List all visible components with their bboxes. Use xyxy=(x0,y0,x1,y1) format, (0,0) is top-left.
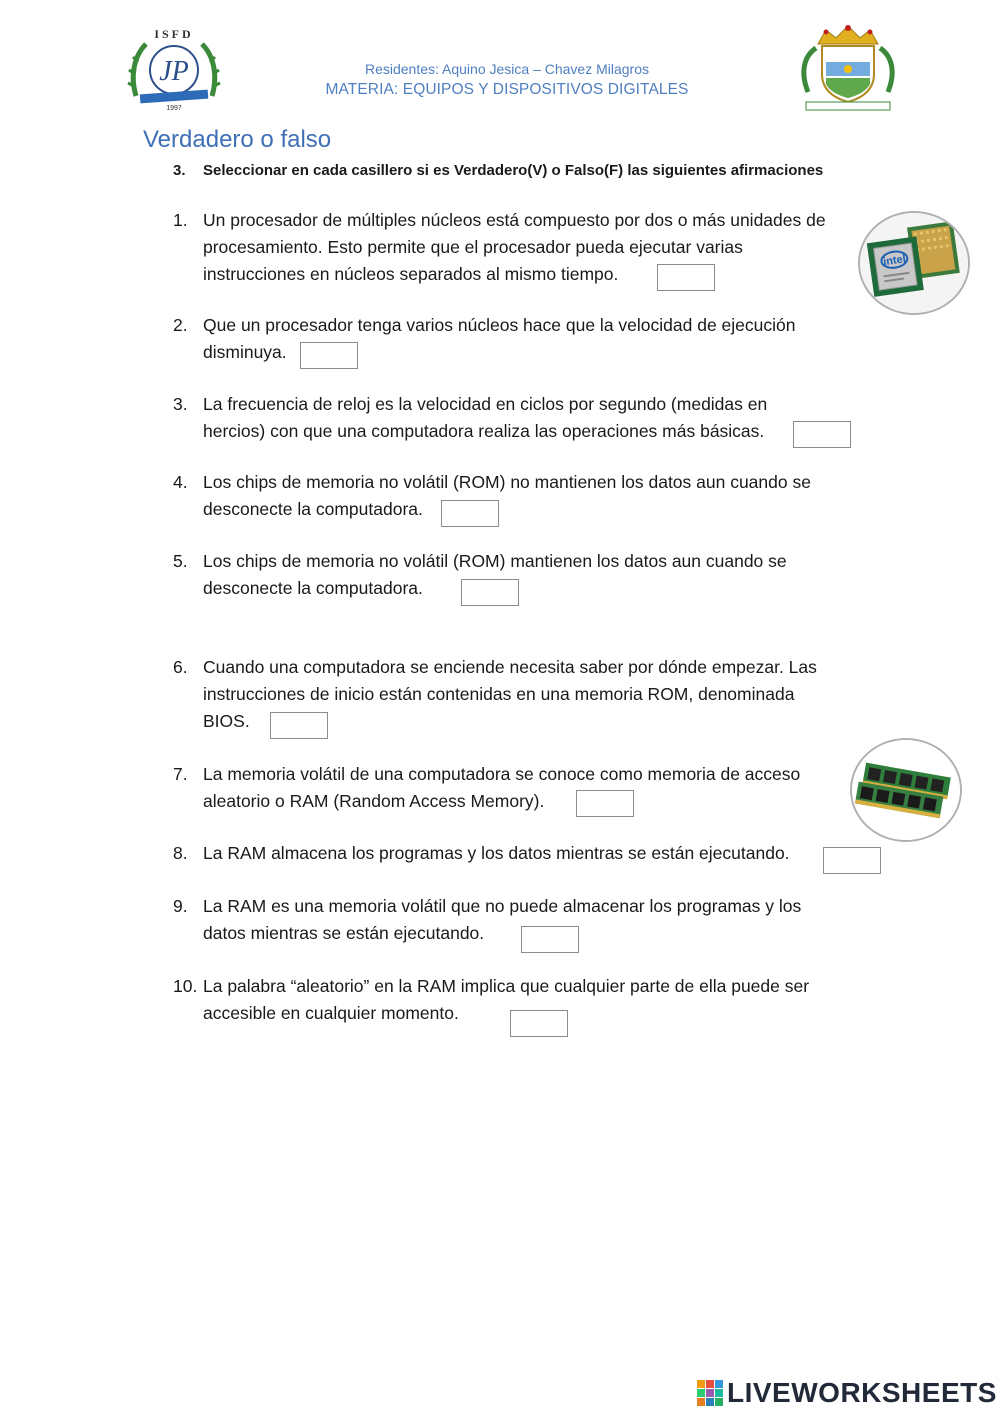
answer-box-4[interactable] xyxy=(441,500,499,527)
question-number: 7. xyxy=(173,764,188,784)
answer-box-5[interactable] xyxy=(461,579,519,606)
question-number: 4. xyxy=(173,472,188,492)
question-text: La frecuencia de reloj es la velocidad en ciclos por segundo (medidas en hercios) con que una computadora realiza las operaciones más básicas. xyxy=(203,394,768,441)
answer-box-8[interactable] xyxy=(823,847,881,874)
liveworksheets-text: LIVEWORKSHEETS xyxy=(727,1377,997,1408)
isfd-logo-year: 1997 xyxy=(166,105,182,112)
answer-box-2[interactable] xyxy=(300,342,358,369)
question-number: 1. xyxy=(173,210,188,230)
question-number: 6. xyxy=(173,657,188,677)
question-text: La palabra “aleatorio” en la RAM implica que cualquier parte de ella puede ser accesible en cualquier momento. xyxy=(203,976,810,1023)
ram-memory-image xyxy=(850,738,962,842)
header-residents: Residentes: Aquino Jesica – Chavez Milagros xyxy=(364,61,650,77)
answer-box-1[interactable] xyxy=(657,264,715,291)
answer-box-6[interactable] xyxy=(270,712,328,739)
question-text: La memoria volátil de una computadora se conoce como memoria de acceso aleatorio o RAM (Random Access Memory). xyxy=(203,764,801,811)
answer-box-7[interactable] xyxy=(576,790,634,817)
question-text: La RAM es una memoria volátil que no puede almacenar los programas y los datos mientras se están ejecutando. xyxy=(203,896,802,943)
question-number: 10. xyxy=(173,976,198,996)
question-text: Que un procesador tenga varios núcleos hace que la velocidad de ejecución disminuya. xyxy=(203,315,796,362)
isfd-logo-text: ISFD xyxy=(154,27,194,41)
question-number: 3. xyxy=(173,394,188,414)
section-title: Verdadero o falso xyxy=(143,126,332,153)
cpu-processor-image xyxy=(858,211,970,315)
header-subject: MATERIA: EQUIPOS Y DISPOSITIVOS DIGITALES xyxy=(325,81,689,98)
instruction-number: 3. xyxy=(173,162,186,179)
cpu-brand-text: intel xyxy=(882,253,907,269)
question-number: 8. xyxy=(173,843,188,863)
instruction-text: Seleccionar en cada casillero si es Verdadero(V) o Falso(F) las siguientes afirmaciones xyxy=(203,162,824,179)
question-number: 5. xyxy=(173,551,188,571)
question-text: Los chips de memoria no volátil (ROM) mantienen los datos aun cuando se desconecte la computadora. xyxy=(203,551,787,598)
question-text: La RAM almacena los programas y los datos mientras se están ejecutando. xyxy=(203,843,790,863)
crest-logo xyxy=(796,22,900,114)
svg-text:JP: JP xyxy=(159,56,189,87)
question-text: Un procesador de múltiples núcleos está compuesto por dos o más unidades de procesamiento. Esto permite que el procesador pueda ejecutar varias instrucciones en núcleos separados al mismo tiempo. xyxy=(203,210,826,284)
answer-box-10[interactable] xyxy=(510,1010,568,1037)
question-number: 2. xyxy=(173,315,188,335)
answer-box-3[interactable] xyxy=(793,421,851,448)
liveworksheets-brand xyxy=(697,1377,997,1409)
liveworksheets-logo-icon xyxy=(697,1380,723,1406)
question-number: 9. xyxy=(173,896,188,916)
question-text: Cuando una computadora se enciende necesita saber por dónde empezar. Las instrucciones de inicio están contenidas en una memoria ROM, denominada BIOS. xyxy=(203,657,817,731)
answer-box-9[interactable] xyxy=(521,926,579,953)
question-text: Los chips de memoria no volátil (ROM) no mantienen los datos aun cuando se desconecte la computadora. xyxy=(203,472,811,519)
isfd-logo xyxy=(126,26,222,112)
instruction xyxy=(173,162,873,179)
